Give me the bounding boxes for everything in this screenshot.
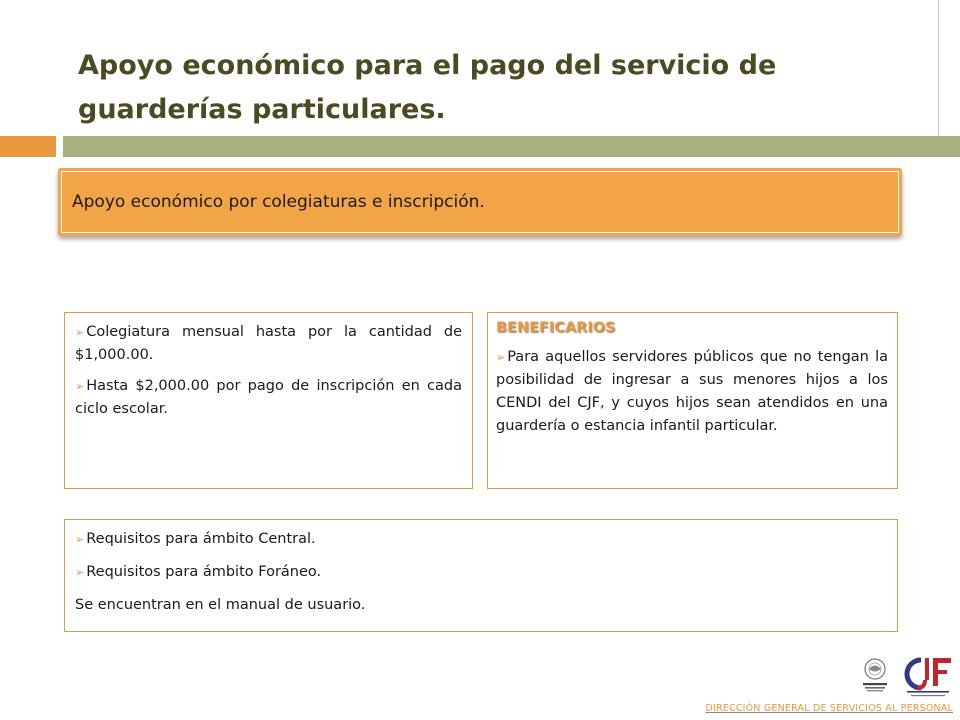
section-banner <box>58 168 902 236</box>
requirement-link-foraneo[interactable] <box>75 561 887 584</box>
header-band-orange <box>0 136 56 157</box>
poder-judicial-logo <box>855 656 895 696</box>
arrow-bullet-icon: ➢ <box>496 351 506 364</box>
list-item <box>75 321 462 367</box>
arrow-bullet-icon: ➢ <box>75 326 85 339</box>
arrow-bullet-icon: ➢ <box>75 533 85 546</box>
beneficiaries-box <box>487 312 898 489</box>
arrow-bullet-icon: ➢ <box>75 566 85 579</box>
section-banner-label: Apoyo económico por colegiaturas e inscripción. <box>61 171 899 233</box>
list-item-text: Colegiatura mensual hasta por la cantidad de $1,000.00. <box>75 324 462 363</box>
requirements-note: Se encuentran en el manual de usuario. <box>75 597 366 613</box>
page-title: Apoyo económico para el pago del servicio de guarderías particulares. <box>78 50 777 125</box>
requirement-link-central[interactable] <box>75 528 887 551</box>
footer-department: DIRECCIÓN GENERAL DE SERVICIOS AL PERSONAL <box>705 703 953 714</box>
beneficiaries-heading: BENEFICARIOS <box>496 320 616 336</box>
list-item-text: Requisitos para ámbito Foráneo. <box>86 564 322 580</box>
list-item <box>496 346 888 438</box>
cjf-logo <box>903 656 953 700</box>
list-item <box>75 375 462 421</box>
amounts-box <box>64 312 473 489</box>
right-divider-line <box>938 0 939 136</box>
list-item-text: Requisitos para ámbito Central. <box>86 531 316 547</box>
list-item-text: Hasta $2,000.00 por pago de inscripción en cada ciclo escolar. <box>75 378 462 417</box>
header-band-green <box>63 136 960 157</box>
requirements-box <box>64 519 898 632</box>
list-item-text: Para aquellos servidores públicos que no tengan la posibilidad de ingresar a sus menores hijos a los CENDI del CJF, y cuyos hijos sean atendidos en una guardería o estancia infantil particular. <box>496 349 888 434</box>
arrow-bullet-icon: ➢ <box>75 380 85 393</box>
